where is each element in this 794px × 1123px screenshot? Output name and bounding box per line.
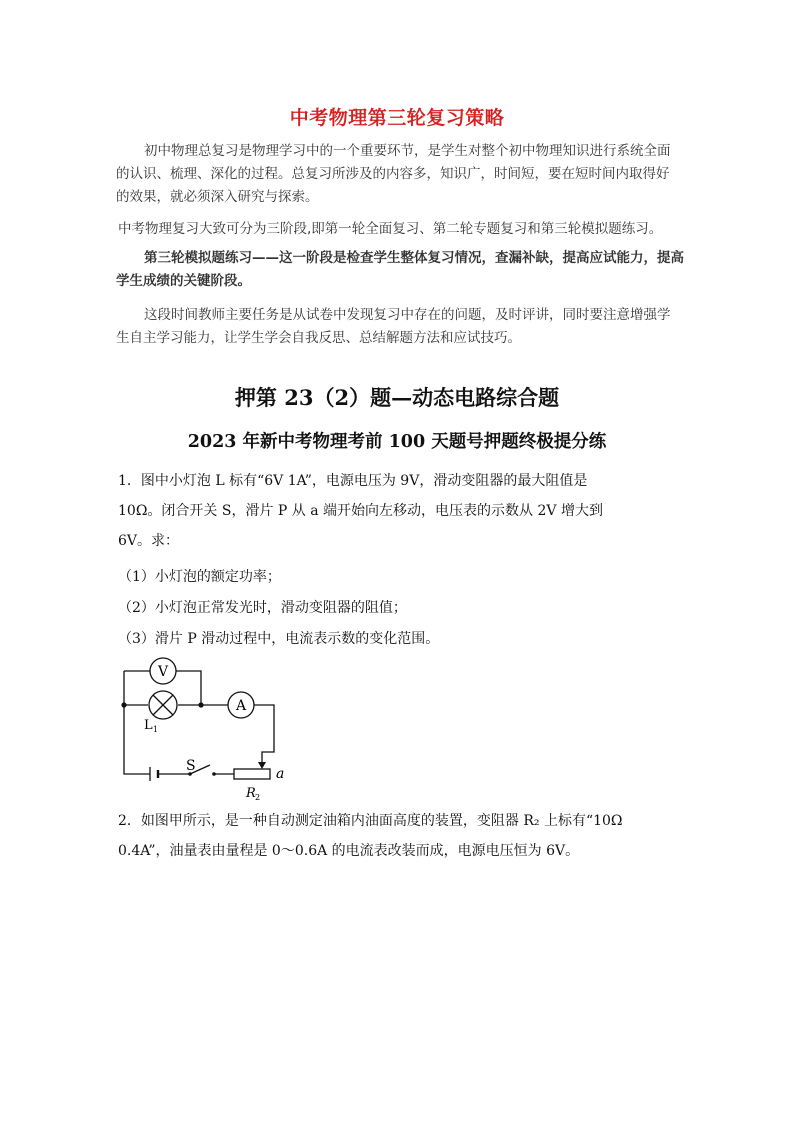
question-1-item-1: （1）小灯泡的额定功率； — [118, 569, 281, 585]
switch-contact-right — [212, 772, 216, 776]
junction-right — [198, 702, 203, 707]
circuit-diagram — [110, 654, 310, 804]
wire-right — [254, 705, 274, 762]
rheostat-slider-arrow — [258, 762, 266, 769]
question-1-subitems — [118, 562, 439, 655]
intro-paragraph-1: 初中物理总复习是物理学习中的一个重要环节，是学生对整个初中物理知识进行系统全面的认识、梳理、深化的过程。总复习所涉及的内容多，知识广，时间短，要在短时间内取得好的效果，就必须深入研究与探索。 — [116, 143, 671, 205]
wire-voltmeter-right — [176, 671, 201, 705]
question-1-item-2: （2）小灯泡正常发光时，滑动变阻器的阻值； — [118, 600, 407, 616]
ammeter-label: A — [235, 698, 247, 714]
switch-label: S — [186, 758, 196, 774]
page-title: 中考物理第三轮复习策略 — [289, 107, 505, 129]
rheostat-label-subscript: 2 — [255, 793, 261, 802]
question-1-item-3: （3）滑片 P 滑动过程中，电流表示数的变化范围。 — [118, 631, 440, 647]
question-1-text: 1．图中小灯泡 L 标有“6V 1A”，电源电压为 9V，滑动变阻器的最大阻值是 10Ω。闭合开关 S，滑片 P 从 a 端开始向左移动，电压表的示数从 2V 增大到 6V。求： — [118, 473, 603, 549]
rheostat-body — [234, 769, 270, 779]
intro-paragraph-2: 中考物理复习大致可分为三阶段,即第一轮全面复习、第二轮专题复习和第三轮模拟题练习。 — [118, 221, 663, 237]
question-1 — [118, 466, 678, 556]
rheostat-end-label: a — [276, 766, 285, 782]
question-2-text: 2．如图甲所示，是一种自动测定油箱内油面高度的装置，变阻器 R₂ 上标有“10Ω 0.4A”，油量表由量程是 0～0.6A 的电流表改装而成，电源电压恒为 6V。 — [118, 813, 623, 859]
section-subtitle: 2023 年新中考物理考前 100 天题号押题终极提分练 — [187, 432, 607, 452]
voltmeter-label: V — [157, 664, 169, 680]
rheostat-label: R — [246, 786, 256, 801]
lamp-label: L — [144, 718, 153, 733]
junction-left — [121, 702, 126, 707]
section-title: 押第 23（2）题—动态电路综合题 — [234, 385, 560, 410]
lamp-label-subscript: 1 — [153, 725, 159, 734]
intro-paragraph-3: 第三轮模拟题练习——这一阶段是检查学生整体复习情况，查漏补缺，提高应试能力，提高学生成绩的关键阶段。 — [116, 250, 684, 289]
intro-paragraph-4: 这段时间教师主要任务是从试卷中发现复习中存在的问题，及时评讲，同时要注意增强学生自主学习能力，让学生学会自我反思、总结解题方法和应试技巧。 — [116, 307, 671, 346]
